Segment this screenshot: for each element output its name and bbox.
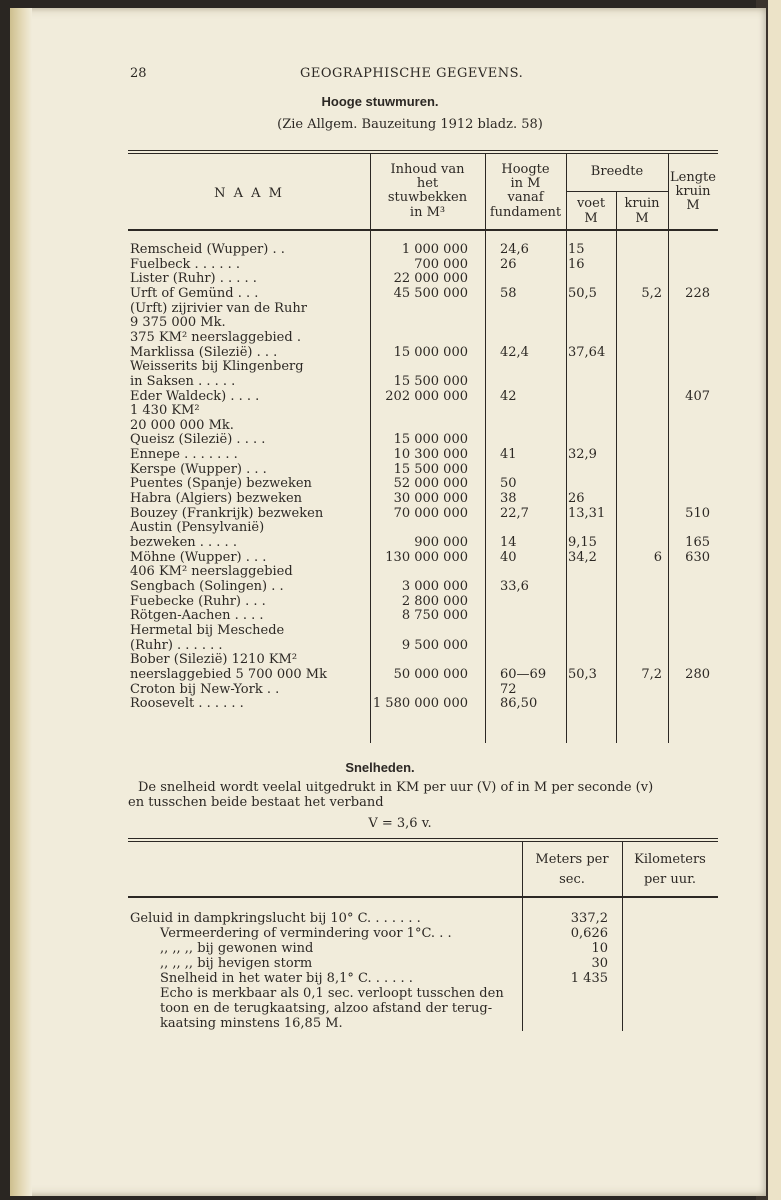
cell-inhoud: 2 800 000 bbox=[401, 593, 468, 609]
cell-inhoud: 15 500 000 bbox=[393, 461, 468, 477]
col-header-lengte-l1: Lengte bbox=[670, 170, 716, 185]
cell-hoogte: 60—69 bbox=[500, 666, 547, 682]
cell-name: Lister (Ruhr) . . . . . bbox=[130, 271, 257, 287]
cell-voet: 13,31 bbox=[568, 505, 606, 521]
cell-hoogte: 58 bbox=[500, 285, 517, 301]
cell-name: Roosevelt . . . . . . bbox=[130, 696, 244, 712]
row-meters: 1 435 bbox=[570, 971, 608, 986]
cell-name: Fuelbeck . . . . . . bbox=[130, 256, 241, 272]
cell-inhoud: 9 500 000 bbox=[401, 637, 468, 653]
table2-col-divider-2 bbox=[622, 841, 623, 1031]
table-top-rule-2 bbox=[128, 153, 718, 154]
intro-line-2: en tusschen beide bestaat het verband bbox=[128, 795, 384, 810]
intro-line-1: De snelheid wordt veelal uitgedrukt in KM per uur (V) of in M per seconde (v) bbox=[138, 780, 654, 795]
col-header-breedte: Breedte bbox=[590, 164, 644, 179]
col-header-inhoud-l3: stuwbekken bbox=[387, 190, 468, 205]
cell-inhoud: 50 000 000 bbox=[393, 666, 468, 682]
cell-inhoud: 10 300 000 bbox=[393, 447, 468, 463]
cell-inhoud: 3 000 000 bbox=[401, 578, 468, 594]
cell-hoogte: 22,7 bbox=[500, 505, 529, 521]
cell-inhoud: 900 000 bbox=[414, 535, 468, 550]
cell-name: Austin (Pensylvanië) bbox=[130, 520, 265, 536]
cell-hoogte: 14 bbox=[500, 535, 517, 550]
cell-name: 1 430 KM² bbox=[130, 403, 200, 419]
row-label: Geluid in dampkringslucht bij 10° C. . . . . . . bbox=[130, 911, 421, 926]
col-header-voet-l2: M bbox=[584, 211, 598, 226]
cell-inhoud: 130 000 000 bbox=[385, 549, 468, 565]
cell-name: 20 000 000 Mk. bbox=[130, 417, 234, 433]
cell-name: Eder Waldeck) . . . . bbox=[130, 388, 260, 404]
row-label: Vermeerdering of vermindering voor 1°C. . . bbox=[160, 926, 452, 941]
row-label: toon en de terugkaatsing, alzoo afstand der terug- bbox=[160, 1001, 493, 1016]
cell-name: Puentes (Spanje) bezweken bbox=[130, 476, 312, 492]
next-page-edge bbox=[768, 0, 781, 1200]
cell-hoogte: 40 bbox=[500, 549, 517, 565]
col-header-inhoud-l1: Inhoud van bbox=[390, 162, 465, 177]
cell-name: Ennepe . . . . . . . bbox=[130, 447, 238, 463]
col-divider-3 bbox=[566, 153, 567, 743]
cell-voet: 15 bbox=[568, 242, 585, 257]
page-gutter bbox=[10, 8, 32, 1196]
cell-lengte: 510 bbox=[685, 505, 710, 521]
cell-voet: 34,2 bbox=[568, 549, 597, 565]
cell-kruin: 7,2 bbox=[641, 666, 662, 682]
cell-voet: 9,15 bbox=[568, 535, 597, 550]
cell-name: in Saksen . . . . . bbox=[130, 373, 236, 389]
section-title-snelheden: Snelheden. bbox=[345, 760, 415, 775]
cell-inhoud: 45 500 000 bbox=[393, 285, 468, 301]
cell-hoogte: 26 bbox=[500, 256, 517, 272]
cell-lengte: 228 bbox=[685, 285, 710, 301]
book-page bbox=[10, 8, 766, 1196]
col-divider-5 bbox=[668, 153, 669, 743]
col-header-lengte-l3: M bbox=[686, 198, 700, 213]
cell-hoogte: 86,50 bbox=[500, 696, 538, 712]
formula: V = 3,6 v. bbox=[368, 816, 432, 831]
cell-name: Marklissa (Silezië) . . . bbox=[130, 344, 278, 360]
col-header-naam: N A A M bbox=[214, 186, 284, 201]
table2-col-divider-1 bbox=[522, 841, 523, 1031]
cell-name: (Urft) zijrivier van de Ruhr bbox=[130, 300, 307, 316]
col-header-hoogte-l2: in M bbox=[510, 176, 541, 191]
cell-voet: 32,9 bbox=[568, 447, 597, 463]
cell-name: Fuebecke (Ruhr) . . . bbox=[130, 593, 266, 609]
cell-name: Weisserits bij Klingenberg bbox=[130, 359, 304, 375]
cell-lengte: 407 bbox=[685, 388, 710, 404]
col-header-kruin-l2: M bbox=[635, 211, 649, 226]
row-label: Snelheid in het water bij 8,1° C. . . . . . bbox=[160, 971, 413, 986]
col-divider-2 bbox=[485, 153, 486, 743]
section-title-stuwmuren: Hooge stuwmuren. bbox=[321, 94, 439, 109]
cell-name: Rötgen-Aachen . . . . bbox=[130, 608, 264, 624]
row-label: ,, ,, ,, bij hevigen storm bbox=[160, 956, 313, 971]
cell-name: Sengbach (Solingen) . . bbox=[130, 578, 284, 594]
cell-name: 406 KM² neerslaggebied bbox=[130, 564, 293, 580]
cell-name: Bouzey (Frankrijk) bezweken bbox=[130, 505, 324, 521]
cell-hoogte: 42,4 bbox=[500, 344, 529, 360]
cell-name: neerslaggebied 5 700 000 Mk bbox=[130, 666, 327, 682]
col-header-km-l1: Kilometers bbox=[634, 852, 706, 867]
cell-name: 9 375 000 Mk. bbox=[130, 315, 226, 331]
cell-name: 375 KM² neerslaggebied . bbox=[130, 329, 301, 345]
cell-hoogte: 42 bbox=[500, 388, 517, 404]
cell-inhoud: 30 000 000 bbox=[393, 491, 468, 507]
cell-voet: 26 bbox=[568, 491, 585, 507]
cell-name: Croton bij New-York . . bbox=[130, 681, 280, 697]
cell-lengte: 280 bbox=[685, 666, 710, 682]
row-label: kaatsing minstens 16,85 M. bbox=[160, 1016, 343, 1031]
row-meters: 337,2 bbox=[570, 911, 608, 926]
cell-lengte: 630 bbox=[685, 549, 710, 565]
col-header-hoogte-l1: Hoogte bbox=[501, 162, 550, 177]
running-title: GEOGRAPHISCHE GEGEVENS. bbox=[300, 66, 524, 81]
col-header-meters-l1: Meters per bbox=[535, 852, 609, 867]
cell-kruin: 5,2 bbox=[641, 285, 662, 301]
cell-inhoud: 22 000 000 bbox=[393, 271, 468, 287]
cell-hoogte: 33,6 bbox=[500, 578, 529, 594]
cell-lengte: 165 bbox=[685, 535, 710, 550]
cell-name: (Ruhr) . . . . . . bbox=[130, 637, 223, 653]
cell-inhoud: 70 000 000 bbox=[393, 505, 468, 521]
cell-hoogte: 50 bbox=[500, 476, 517, 492]
cell-inhoud: 8 750 000 bbox=[401, 608, 468, 624]
cell-hoogte: 72 bbox=[500, 681, 517, 697]
cell-voet: 16 bbox=[568, 256, 585, 272]
col-header-km-l2: per uur. bbox=[643, 872, 697, 887]
table-header-rule bbox=[128, 229, 718, 231]
row-label: Echo is merkbaar als 0,1 sec. verloopt tusschen den bbox=[160, 986, 504, 1001]
cell-name: Hermetal bij Meschede bbox=[130, 622, 285, 638]
cell-hoogte: 41 bbox=[500, 447, 517, 463]
cell-inhoud: 52 000 000 bbox=[393, 476, 468, 492]
cell-hoogte: 24,6 bbox=[500, 242, 529, 257]
page-number: 28 bbox=[130, 66, 147, 81]
row-meters: 10 bbox=[591, 941, 608, 956]
cell-inhoud: 1 000 000 bbox=[401, 242, 468, 257]
cell-name: Kerspe (Wupper) . . . bbox=[130, 461, 267, 477]
row-meters: 0,626 bbox=[570, 926, 608, 941]
cell-inhoud: 15 500 000 bbox=[393, 373, 468, 389]
col-header-hoogte-l4: fundament bbox=[489, 205, 562, 220]
cell-name: bezweken . . . . . bbox=[130, 535, 237, 550]
cell-name: Queisz (Silezië) . . . . bbox=[130, 432, 266, 448]
cell-hoogte: 38 bbox=[500, 491, 517, 507]
section-subtitle: (Zie Allgem. Bauzeitung 1912 bladz. 58) bbox=[277, 117, 543, 132]
cell-voet: 50,3 bbox=[568, 666, 597, 682]
col-header-lengte-l2: kruin bbox=[675, 184, 711, 199]
col-divider-1 bbox=[370, 153, 371, 743]
cell-name: Remscheid (Wupper) . . bbox=[130, 242, 285, 257]
table2-header-rule bbox=[128, 896, 718, 898]
table2-top-rule bbox=[128, 838, 718, 839]
breedte-subrule bbox=[566, 191, 668, 192]
cell-name: Möhne (Wupper) . . . bbox=[130, 549, 267, 565]
cell-inhoud: 202 000 000 bbox=[385, 388, 468, 404]
table-top-rule bbox=[128, 150, 718, 151]
cell-name: Habra (Algiers) bezweken bbox=[130, 491, 303, 507]
col-header-hoogte-l3: vanaf bbox=[507, 190, 544, 205]
col-header-inhoud-l4: in M³ bbox=[409, 205, 446, 220]
col-header-voet-l1: voet bbox=[576, 196, 606, 211]
cell-voet: 37,64 bbox=[568, 344, 606, 360]
cell-voet: 50,5 bbox=[568, 285, 597, 301]
col-header-kruin-l1: kruin bbox=[624, 196, 660, 211]
cell-kruin: 6 bbox=[653, 549, 662, 565]
cell-inhoud: 15 000 000 bbox=[393, 432, 468, 448]
col-header-meters-l2: sec. bbox=[559, 872, 585, 887]
cell-inhoud: 1 580 000 000 bbox=[372, 696, 468, 712]
cell-inhoud: 700 000 bbox=[414, 256, 468, 272]
row-meters: 30 bbox=[591, 956, 608, 971]
table2-top-rule-2 bbox=[128, 841, 718, 842]
col-header-inhoud-l2: het bbox=[416, 176, 439, 191]
col-divider-4 bbox=[616, 191, 617, 743]
cell-name: Urft of Gemünd . . . bbox=[130, 285, 259, 301]
cell-inhoud: 15 000 000 bbox=[393, 344, 468, 360]
row-label: ,, ,, ,, bij gewonen wind bbox=[160, 941, 314, 956]
cell-name: Bober (Silezië) 1210 KM² bbox=[130, 652, 298, 668]
